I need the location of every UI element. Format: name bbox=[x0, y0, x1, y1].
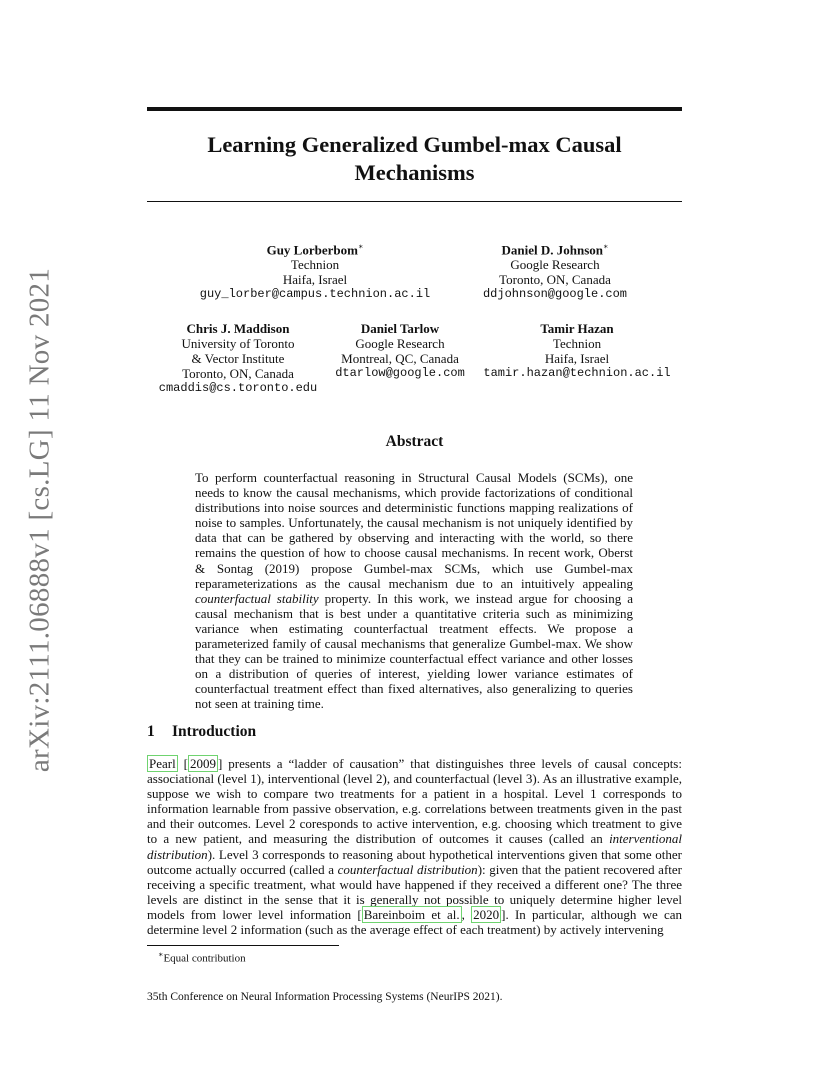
footnote bbox=[158, 950, 246, 965]
equal-contribution-mark: ∗ bbox=[357, 242, 364, 251]
author-email[interactable]: ddjohnson@google.com bbox=[482, 287, 628, 302]
author-location: Montreal, QC, Canada bbox=[341, 351, 459, 366]
top-rule bbox=[147, 107, 682, 111]
footnote-rule bbox=[147, 945, 339, 946]
intro-text: . In particular, although we can determine level 2 information (such as the average effect of each treatment) by actively intervening bbox=[147, 906, 683, 938]
author-location: Haifa, Israel bbox=[544, 351, 610, 366]
abstract-text: property. In this work, we instead argue for choosing a causal mechanism that is best under a quantitative criteria such as minimizing variance when estimating counterfactual treatment effects. We propose a parameterized family of causal mechanisms that generalize Gumbel-max. We show that they can be trained to minimize counterfactual effect variance and other losses on a distribution of queries of interest, yielding lower variance estimates of counterfactual treatment effect than fixed alternatives, also generalizing to queries not seen at training time. bbox=[195, 590, 633, 712]
abstract-heading: Abstract bbox=[385, 433, 444, 450]
author-affiliation: University of Toronto bbox=[181, 336, 295, 351]
author-email[interactable]: dtarlow@google.com bbox=[335, 366, 465, 380]
author-email[interactable]: guy_lorber@campus.technion.ac.il bbox=[199, 287, 431, 302]
author-email[interactable]: tamir.hazan@technion.ac.il bbox=[483, 366, 671, 380]
author-name: Tamir Hazan bbox=[540, 321, 614, 336]
author-location: Toronto, ON, Canada bbox=[499, 272, 611, 288]
author-block bbox=[477, 321, 677, 381]
section-heading bbox=[147, 723, 256, 741]
equal-contribution-mark: ∗ bbox=[603, 242, 609, 251]
citation-link[interactable]: 2009 bbox=[189, 756, 216, 771]
citation-link[interactable]: Bareinboim et al. bbox=[363, 906, 460, 922]
author-name: Daniel D. Johnson bbox=[501, 242, 604, 258]
intro-text: presents a “ladder of causation” that distinguishes three levels of causal concepts: associational (level 1), interventional (level 2), and counterfactual (level 3). As an illustrative example, suppose we wish to compare two treatments for a patient in a hospital. Level 1 corresponds to information learnable from passive observation, e.g. correlations between treatments given in the past and their outcomes. Level 2 coresponds to active intervention, e.g. choosing which treatment to give to a new patient, and measuring the distribution of outcomes it causes (called an bbox=[147, 756, 682, 847]
intro-paragraph: Pearl [ 2009 ] presents a “ladder of causation” that distinguishes three levels of causal concepts: associational (level 1), interventional (level 2), and counterfactual (level 3). As an illustrative example, suppose we wish to compare two treatments for a patient in a hospital. Level 1 corresponds to information learnable from passive observation, e.g. correlations between treatments given in the past and their outcomes. Level 2 coresponds to active intervention, e.g. choosing which treatment to give to a new patient, and measuring the distribution of outcomes it causes (called an interventional distribution). Level 3 corresponds to reasoning about hypothetical interventions given that some other outcome actually occurred (called a counterfactual distribution): given that the patient recovered after receiving a specific treatment, what would have happened if they received a different one? The three levels are distinct in the sense that it is generally not possible to uniquely determine higher level models from lower level information [ Bareinboim et al. , 2020 ]. In particular, although we can determine level 2 information (such as the average effect of each treatment) by actively intervening bbox=[147, 756, 683, 938]
conference-note: 35th Conference on Neural Information Processing Systems (NeurIPS 2021). bbox=[147, 991, 503, 1003]
author-name: Daniel Tarlow bbox=[360, 321, 440, 336]
author-affiliation: Technion bbox=[552, 336, 602, 351]
author-location: Toronto, ON, Canada bbox=[182, 366, 294, 381]
section-title: Introduction bbox=[172, 723, 257, 740]
intro-text: ). Level 3 corresponds to reasoning about hypothetical interventions given that some other outcome actually occurred (called a bbox=[147, 846, 682, 877]
footnote-text: Equal contribution bbox=[163, 952, 246, 965]
intro-text: ): given that the patient recovered after receiving a specific treatment, what would have happened if they received a different one? The three levels are distinct in the sense that it is generally not possible to uniquely determine higher level models from lower level information bbox=[147, 861, 682, 922]
author-affiliation: Google Research bbox=[510, 257, 600, 273]
title-bottom-rule bbox=[147, 201, 682, 202]
author-email[interactable]: cmaddis@cs.toronto.edu bbox=[158, 381, 318, 395]
author-location: Haifa, Israel bbox=[282, 272, 348, 288]
citation-link[interactable]: 2020 bbox=[473, 906, 500, 922]
footnote-mark: ∗ bbox=[158, 950, 164, 959]
author-affiliation: Technion bbox=[290, 257, 340, 273]
citation-link[interactable]: Pearl bbox=[149, 756, 176, 771]
author-block bbox=[180, 239, 450, 302]
intro-emphasis: counterfactual distribution bbox=[337, 861, 478, 877]
author-affiliation: Google Research bbox=[355, 336, 445, 351]
author-block bbox=[148, 321, 328, 396]
intro-emphasis: interventional distribution bbox=[147, 831, 682, 862]
section-number: 1 bbox=[147, 723, 155, 740]
author-name: Chris J. Maddison bbox=[186, 321, 290, 336]
abstract-emphasis: counterfactual stability bbox=[195, 590, 319, 606]
paper-title: Learning Generalized Gumbel-max Causal Mechanisms bbox=[207, 132, 622, 185]
abstract-text: To perform counterfactual reasoning in Structural Causal Models (SCMs), one needs to know the causal mechanisms, which provide factorizations of conditional distributions into noise sources and deterministic functions mapping realizations of noise to samples. Unfortunately, the causal mechanism is not uniquely identified by data that can be gathered by observing and interacting with the world, so there remains the question of how to choose causal mechanisms. In recent work, Oberst & Sontag (2019) propose Gumbel-max SCMs, which use Gumbel-max reparameterizations as the causal mechanism due to an intuitively appealing bbox=[195, 470, 633, 591]
abstract-body bbox=[195, 470, 633, 712]
arxiv-identifier: arXiv:2111.06888v1 [cs.LG] 11 Nov 2021 bbox=[23, 267, 56, 773]
author-name: Guy Lorberbom bbox=[266, 242, 358, 258]
author-affiliation-2: & Vector Institute bbox=[191, 351, 285, 366]
author-block bbox=[470, 239, 640, 302]
author-block bbox=[330, 321, 470, 381]
